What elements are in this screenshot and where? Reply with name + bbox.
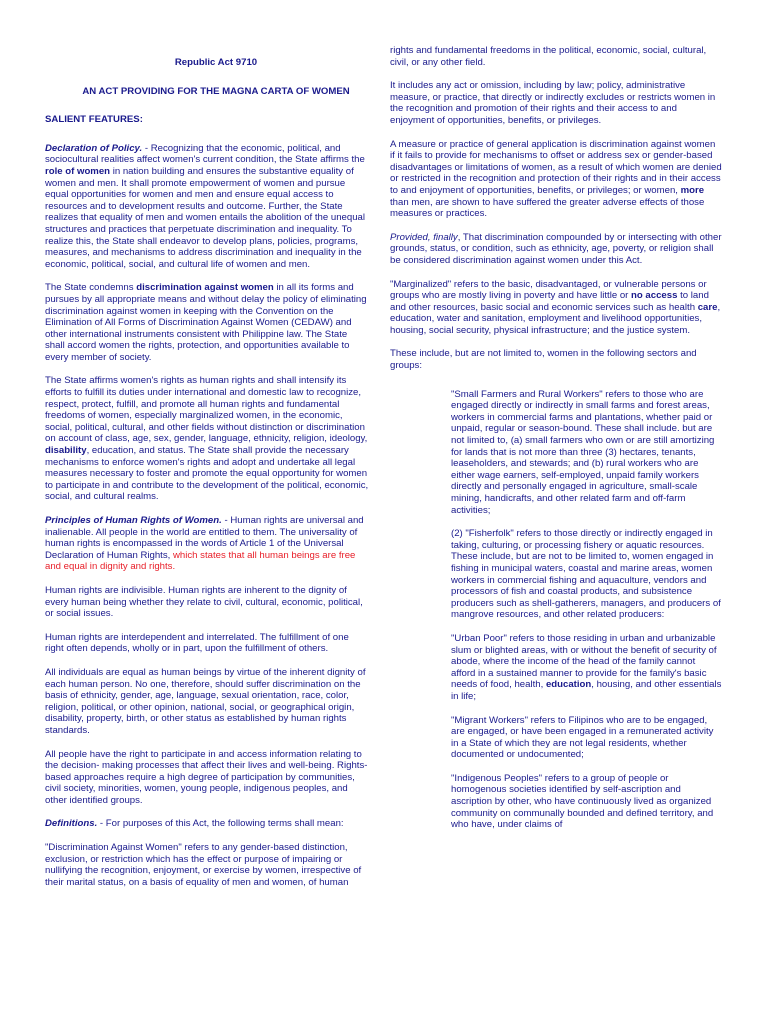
condemns-discrimination-paragraph: The State condemns discrimination against women in all its forms and pursues by all appropriate means and without delay the policy of eliminating discrimination against women in keeping with the Convention on the Elimination of All Forms of Discrimination Against Women (CEDAW) and other international instruments consistent with Philippine law. The State shall accord women the rights, protection, and opportunities available to every member of society. (45, 282, 367, 363)
sectors-intro-paragraph: These include, but are not limited to, women in the following sectors and groups: (390, 348, 697, 372)
equality-paragraph: All individuals are equal as human beings by virtue of the inherent dignity of each human person. No one, therefore, should suffer discrimination on the basis of ethnicity, gender, age, language, sexual orientation, race, color, religion, political, or other opinion, national, social, or geographical origin, disability, property, birth, or other status as established by human rights standards. (45, 666, 366, 736)
discrimination-definition-paragraph: "Discrimination Against Women" refers to any gender-based distinction, exclusion, or restriction which has the effect or purpose of impairing or nullifying the recognition, enjoyment, or exercise by women, irrespective of their marital status, on a basis of equality of men and women, of human (45, 842, 362, 888)
urban-poor-paragraph: "Urban Poor" refers to those residing in urban and urbanizable slum or blighted areas, with or without the benefit of security of abode, where the income of the head of the family cannot afford in a sustained manner to provide for the family's basic needs of food, health, education, housing, and other essentials in life; (451, 632, 722, 702)
left-column (45, 0, 369, 888)
marginalized-paragraph: "Marginalized" refers to the basic, disadvantaged, or vulnerable persons or groups who are mostly living in poverty and have little or no access to land and other resources, basic social and economic services such as health care, education, water and sanitation, employment and livelihood opportunities, housing, social security, physical infrastructure; and the justice system. (390, 278, 721, 336)
participation-paragraph: All people have the right to participate in and access information relating to the decision- making processes that affect their lives and well-being. Rights-based approaches require a high degree of participation by communities, civil society, minorities, women, young people, indigenous peoples, and other identified groups. (45, 748, 368, 806)
act-subtitle: AN ACT PROVIDING FOR THE MAGNA CARTA OF WOMEN (82, 85, 350, 97)
act-or-omission-paragraph: It includes any act or omission, including by law; policy, administrative measure, or practice, that directly or indirectly excludes or restricts women in the recognition and promotion of their rights and their access to and enjoyment of opportunities, benefits, or privileges. (390, 80, 716, 126)
declaration-of-policy-paragraph: Declaration of Policy. - Recognizing that the economic, political, and sociocultural realities affect women's current condition, the State affirms the role of women in nation building and ensures the substantive equality of women and men. It shall promote empowerment of women and pursue equal opportunities for women and men and ensure equal access to resources and to development results and outcome. Further, the State realizes that equality of men and women entails the abolition of the unequal structures and practices that perpetuate discrimination and inequality. To realize this, the State shall endeavor to develop plans, policies, programs, measures, and mechanisms to address discrimination and inequality in the economic, political, social, and cultural life of women and men. (45, 142, 365, 270)
small-farmers-paragraph: "Small Farmers and Rural Workers" refers to those who are engaged directly or indirectly in small farms and forest areas, workers in commercial farms and plantations, whether paid or unpaid, regular or season-bound. These shall include. but are not limited to, (a) small farmers who own or are still amortizing for lands that is not more than three (3) hectares, tenants, leaseholders, and stewards; and (b) rural workers who are either wage earners, self-employed, unpaid family workers directly and personally engaged in agriculture, small-scale mining, handicrafts, and other related farm and off-farm activities; (451, 388, 715, 516)
fisherfolk-paragraph: (2) "Fisherfolk" refers to those directly or indirectly engaged in taking, culturing, or processing fishery or aquatic resources. These include, but are not to be limited to, women engaged in fishing in municipal waters, coastal and marine areas, women workers in commercial fishing and aquaculture, vendors and processors of fish and coastal products, and subsistence producers such as shell-gatherers, managers, and producers of mangrove resources, and other related producers: (451, 528, 721, 621)
indivisible-paragraph: Human rights are indivisible. Human rights are inherent to the dignity of every human being whether they relate to civil, cultural, economic, political, or social issues. (45, 584, 363, 620)
general-measure-paragraph: A measure or practice of general application is discrimination against women if it fails to provide for mechanisms to offset or address sex or gender-based disadvantages or limitations of women, as a result of which women are denied or restricted in the recognition and protection of their rights and in their access to and enjoyment of opportunities, benefits, or privileges; or women, more than men, are shown to have suffered the greater adverse effects of those measures or practices. (390, 138, 722, 220)
indigenous-peoples-paragraph: "Indigenous Peoples" refers to a group of people or homogenous societies identified by self-ascription and ascription by other, who have continuously lived as organized community on communally bounded and defined territory, and who have, under claims of (451, 772, 714, 831)
principles-paragraph: Principles of Human Rights of Women. - Human rights are universal and inalienable. All people in the world are entitled to them. The universality of human rights is encompassed in the words of Article 1 of the Universal Declaration of Human Rights, which states that all human beings are free and equal in dignity and rights. (45, 515, 364, 573)
fundamental-freedoms-paragraph: rights and fundamental freedoms in the political, economic, social, cultural, civil, or any other field. (390, 45, 707, 68)
definitions-paragraph: Definitions. - For purposes of this Act, the following terms shall mean: (45, 818, 344, 830)
interdependent-paragraph: Human rights are interdependent and interrelated. The fulfillment of one right often depends, wholly or in part, upon the fulfillment of others. (45, 631, 349, 655)
right-column (390, 0, 722, 831)
act-title: Republic Act 9710 (174, 57, 258, 68)
womens-rights-paragraph: The State affirms women's rights as human rights and shall intensify its efforts to fulfill its duties under international and domestic law to recognize, respect, protect, fulfill, and promote all human rights and fundamental freedoms of women, especially marginalized women, in the economic, social, political, cultural, and other fields without distinction or discrimination on account of class, age, sex, gender, language, ethnicity, religion, ideology, disability, education, and status. The State shall provide the necessary mechanisms to enforce women's rights and adopt and undertake all legal measures necessary to foster and promote the equal opportunity for women to participate in and contribute to the development of the political, economic, social, and cultural realms. (45, 375, 369, 503)
provided-finally-paragraph: Provided, finally, That discrimination compounded by or intersecting with other grounds, status, or condition, such as ethnicity, age, poverty, or religion shall be considered discrimination against women under this Act. (390, 231, 722, 266)
salient-features-heading: SALIENT FEATURES: (45, 114, 143, 126)
migrant-workers-paragraph: "Migrant Workers" refers to Filipinos who are to be engaged, are engaged, or have been engaged in a remunerated activity in a State of which they are not legal residents, whether documented or undocumented; (451, 714, 714, 761)
